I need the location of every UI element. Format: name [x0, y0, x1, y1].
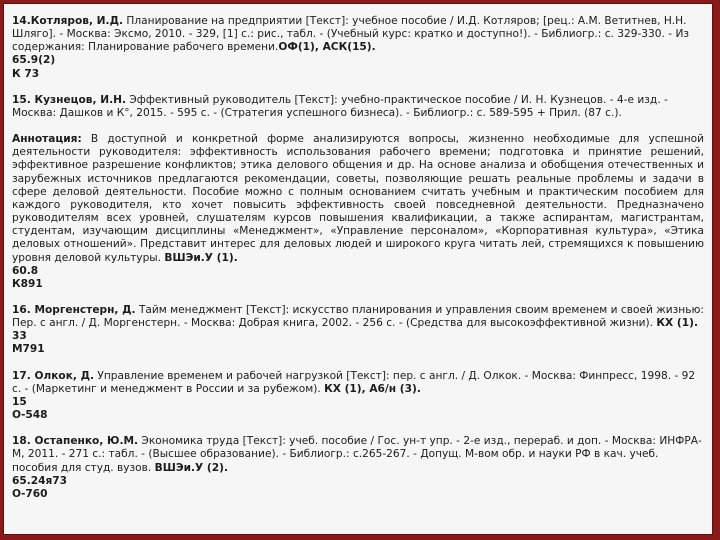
entry-description: [12, 15, 704, 54]
entry-holdings: КХ (1).: [656, 317, 698, 330]
bibliography-entry: [12, 94, 704, 291]
entry-annotation: [12, 133, 704, 265]
entry-description: [12, 304, 704, 330]
entry-author: 18. Остапенко, Ю.М.: [12, 435, 139, 448]
entry-text: Планирование на предприятии [Текст]: учебное пособие / И.Д. Котляров; [рец.: А.М. Ветитнев, Н.Н. Шляго]. - Москва: Эксмо, 2010. - 329, [1] с.: рис., табл. - (Учебный курс: кратко и доступно!). - Библиогр.: с. 329-330. - Из содержания: Планирование рабочего времени.: [12, 15, 690, 54]
bibliography-entry: [12, 304, 704, 357]
document-page: [3, 3, 713, 535]
entry-text: Экономика труда [Текст]: учеб. пособие / Гос. ун-т упр. - 2-е изд., перераб. и доп. - Москва: ИНФРА-М, 2011. - 271 с.: табл. - (Высшее образование). - Библиогр.: с.265-267. - Допущ. М-вом обр. и науки РФ в кач. учеб. пособия для студ. вузов.: [12, 435, 702, 474]
classification-code: 60.8: [12, 264, 39, 277]
bibliography-entry: [12, 15, 704, 81]
entry-description: [12, 370, 704, 396]
bibliography-entry: [12, 435, 704, 501]
entry-author: 15. Кузнецов, И.Н.: [12, 93, 127, 106]
author-mark: К 73: [12, 67, 40, 80]
entry-holdings: ОФ(1), АСК(15).: [278, 41, 376, 54]
classification-code: 15: [12, 395, 27, 408]
classification-code: 33: [12, 330, 27, 343]
author-mark: К891: [12, 277, 43, 290]
entry-description: [12, 94, 704, 120]
entry-author: 14.Котляров, И.Д.: [12, 15, 124, 27]
classification-code: 65.9(2): [12, 54, 56, 67]
author-mark: О-548: [12, 409, 48, 422]
annotation-text: В доступной и конкретной форме анализируются вопросы, жизненно необходимые для успешной деятельности руководителя: эффективность использования рабочего времени; подготовка и принятие решений, эффективное разрешение конфликтов; этика делового общения и др. На основе анализа и обобщения отечественных и зарубежных источников предлагаются рекомендации, советы, позволяющие решать реальные проблемы и задачи в сфере деловой деятельности. Пособие можно с полным основанием считать учебным и практическим пособием для каждого руководителя, кто хочет повысить эффективность своей повседневной деятельности. Предназначено руководителям всех уровней, слушателям курсов повышения квалификации, а также аспирантам, магистрантам, студентам, изучающим дисциплины «Менеджмент», «Управление персоналом», «Корпоративная культура», «Этика деловых отношений». Представит интерес для деловых людей и широкого круга читать лей, стремящихся к повышению уровня деловой культуры.: [12, 133, 704, 264]
entry-holdings: ВШЭи.У (1).: [164, 251, 238, 264]
entry-holdings: ВШЭи.У (2).: [154, 461, 228, 474]
entry-text: Управление временем и рабочей нагрузкой [Текст]: пер. с англ. / Д. Олкок. - Москва: Финпресс, 1998. - 92 с. - (Маркетинг и менеджмент в России и за рубежом).: [12, 369, 696, 395]
entry-text: Тайм менеджмент [Текст]: искусство планирования и управления своим временем и своей жизнью: Пер. с англ. / Д. Моргенстерн. - Москва: Добрая книга, 2002. - 256 с. - (Средства для высокоэффективной жизни).: [12, 303, 704, 330]
entry-holdings: КХ (1), А6/н (3).: [324, 382, 421, 395]
classification-code: 65.24я73: [12, 474, 68, 487]
entry-author: 17. Олкок, Д.: [12, 369, 95, 382]
author-mark: М791: [12, 343, 45, 356]
entry-text: Эффективный руководитель [Текст]: учебно-практическое пособие / И. Н. Кузнецов. - 4-е изд. - Москва: Дашков и К°, 2015. - 595 с. - (Стратегия успешного бизнеса). - Библиогр.: с. 589-595 + Прил. (87 с.).: [12, 93, 668, 119]
bibliography-entry: [12, 370, 704, 423]
annotation-label: Аннотация:: [12, 133, 82, 146]
author-mark: О-760: [12, 487, 48, 500]
entry-author: 16. Моргенстерн, Д.: [12, 303, 136, 316]
entry-description: [12, 435, 704, 474]
